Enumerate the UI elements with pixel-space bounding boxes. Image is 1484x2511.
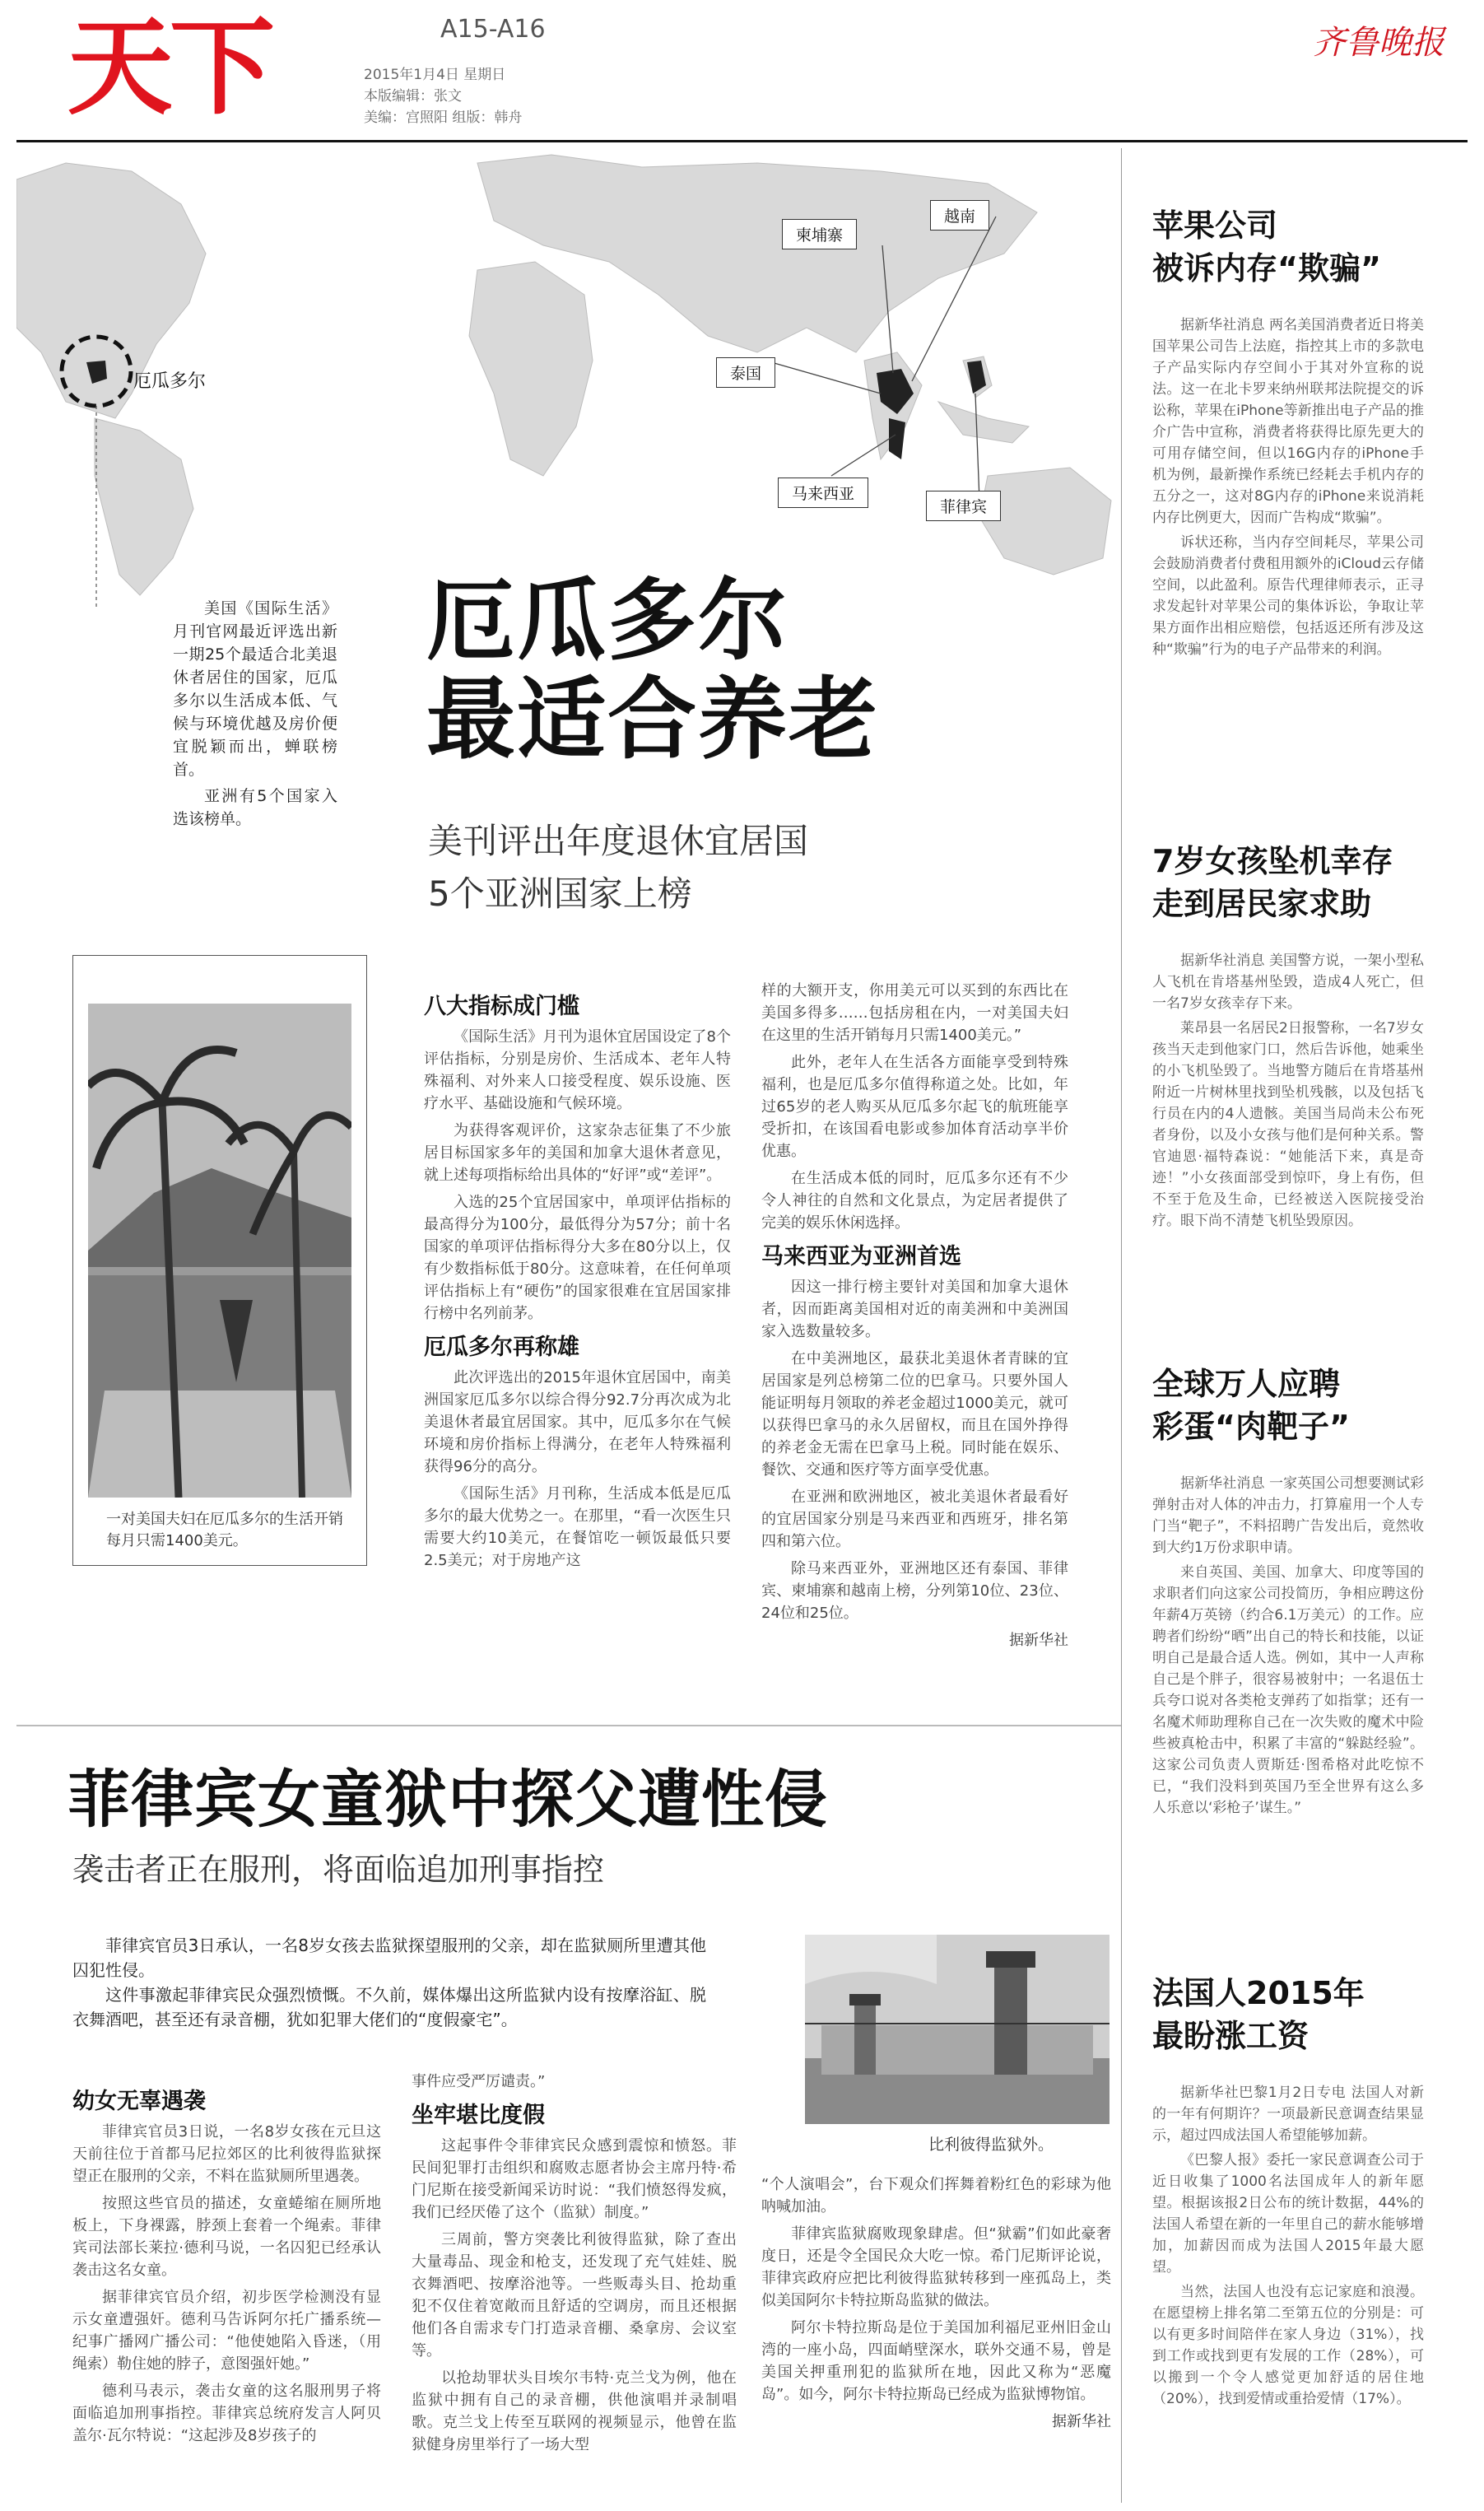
newspaper-brand: 齐鲁晚报 bbox=[1313, 24, 1444, 62]
main-subhead-line2: 5个亚洲国家上榜 bbox=[428, 873, 692, 914]
map-label-thailand: 泰国 bbox=[716, 357, 775, 388]
lead-paragraph: 这件事激起菲律宾民众强烈愤慨。不久前，媒体爆出这所监狱内设有按摩浴缸、脱衣舞酒吧，甚至还有录音棚，犹如犯罪大佬们的“度假豪宅”。 bbox=[72, 1985, 706, 2029]
map-label-philippines: 菲律宾 bbox=[926, 491, 1001, 521]
map-label-vietnam: 越南 bbox=[930, 200, 989, 231]
paragraph: 样的大额开支，你用美元可以买到的东西比在美国多得多……包括房租在内，一对美国夫妇在这里的生活开销每月只需1400美元。” bbox=[761, 982, 1068, 1044]
brief-title bbox=[1152, 840, 1424, 925]
main-subhead-line1: 美刊评出年度退休宜居国 bbox=[428, 821, 809, 861]
paragraph: 此次评选出的2015年退休宜居国中，南美洲国家厄瓜多尔以综合得分92.7分再次成为北美退休者最宜居国家。其中，厄瓜多尔在气候环境和房价指标上得满分，在老年人特殊福利获得96分的高分。 bbox=[424, 1369, 731, 1475]
subheading: 坐牢堪比度假 bbox=[412, 2103, 545, 2128]
map-label-malaysia: 马来西亚 bbox=[778, 478, 868, 508]
subheading: 幼女无辜遇袭 bbox=[72, 2089, 206, 2114]
map-label-ecuador: 厄瓜多尔 bbox=[133, 371, 207, 392]
brief-body bbox=[1152, 950, 1424, 1232]
paragraph: 阿尔卡特拉斯岛是位于美国加利福尼亚州旧金山湾的一座小岛，四面峭壁深水，联外交通不易，曾是美国关押重刑犯的监狱所在地，因此又称为“恶魔岛”。如今，阿尔卡特拉斯岛已经成为监狱博物馆。 bbox=[761, 2319, 1111, 2403]
paragraph: 据新华社消息 美国警方说，一架小型私人飞机在肯塔基州坠毁，造成4人死亡，但一名7岁女孩幸存下来。 bbox=[1152, 953, 1424, 1012]
map-label-cambodia: 柬埔寨 bbox=[782, 219, 857, 249]
paragraph: 在生活成本低的同时，厄瓜多尔还有不少令人神往的自然和文化景点，为定居者提供了完美的娱乐休闲选择。 bbox=[761, 1170, 1068, 1232]
sidebar-brief-4 bbox=[1152, 1972, 1424, 2413]
sidebar-brief-1 bbox=[1152, 204, 1424, 664]
brief-title-line: 苹果公司 bbox=[1152, 207, 1278, 244]
paragraph: 三周前，警方突袭比利彼得监狱，除了查出大量毒品、现金和枪支，还发现了充气娃娃、脱衣舞酒吧、按摩浴池等。一些贩毒头目、抢劫重犯不仅住着宽敞而且舒适的空调房，而且还根据他们各自需求专门打造录音棚、桑拿房、会议室等。 bbox=[412, 2231, 737, 2360]
prison-photo-caption: 比利彼得监狱外。 bbox=[928, 2136, 1054, 2154]
paragraph: 在中美洲地区，最获北美退休者青睐的宜居国家是列总榜第二位的巴拿马。只要外国人能证明每月领取的养老金超过1000美元，就可以获得巴拿马的永久居留权，而且在国外挣得的养老金无需在巴拿马上税。同时能在娱乐、餐饮、交通和医疗等方面享受优惠。 bbox=[761, 1350, 1068, 1479]
main-headline bbox=[426, 572, 879, 770]
paragraph: 诉状还称，当内存空间耗尽，苹果公司会鼓励消费者付费租用额外的iCloud云存储空间，以此盈利。原告代理律师表示，正寻求发起针对苹果公司的集体诉讼，争取让苹果方面作出相应赔偿，包括返还所有涉及这种“欺骗”行为的电子产品带来的利润。 bbox=[1152, 534, 1424, 658]
page-range: A15-A16 bbox=[440, 15, 546, 44]
intro-text: 美国《国际生活》月刊官网最近评选出新一期25个最适合北美退休者居住的国家，厄瓜多尔以生活成本低、气候与环境优越及房价便宜脱颖而出，蝉联榜首。 bbox=[173, 599, 337, 779]
masthead-meta bbox=[364, 64, 522, 128]
main-headline-line2: 最适合养老 bbox=[426, 669, 880, 771]
brief-title-line: 7岁女孩坠机幸存 bbox=[1152, 843, 1393, 879]
paragraph: 据新华社巴黎1月2日专电 法国人对新的一年有何期许？一项最新民意调查结果显示，超过四成法国人希望能够加薪。 bbox=[1152, 2085, 1424, 2144]
paragraph: 因这一排行榜主要针对美国和加拿大退休者，因而距离美国相对近的南美洲和中美洲国家入选数量较多。 bbox=[761, 1279, 1068, 1340]
brief-title-line: 最盼涨工资 bbox=[1152, 2018, 1310, 2054]
paragraph: 据新华社消息 一家英国公司想要测试彩弹射击对人体的冲击力，打算雇用一个人专门当“靶子”，不料招聘广告发出后，竟然收到大约1万份求职申请。 bbox=[1152, 1475, 1424, 1556]
subheading: 马来西亚为亚洲首选 bbox=[761, 1244, 961, 1269]
prison-photo bbox=[805, 1935, 1110, 2124]
paragraph: 除马来西亚外，亚洲地区还有泰国、菲律宾、柬埔寨和越南上榜，分列第10位、23位、24位和25位。 bbox=[761, 1560, 1068, 1622]
paragraph: 菲律宾官员3日说，一名8岁女孩在元旦这天前往位于首都马尼拉郊区的比利彼得监狱探望正在服刑的父亲，不料在监狱厕所里遇袭。 bbox=[72, 2123, 381, 2185]
paragraph: 这起事件令菲律宾民众感到震惊和愤怒。菲民间犯罪打击组织和腐败志愿者协会主席丹特·希门尼斯在接受新闻采访时说：“我们愤怒得发疯，我们已经厌倦了这个（监狱）制度。” bbox=[412, 2137, 737, 2221]
top-rule bbox=[16, 140, 1468, 142]
story2-subhead: 袭击者正在服刑，将面临追加刑事指控 bbox=[72, 1852, 605, 1888]
paragraph: 当然，法国人也没有忘记家庭和浪漫。在愿望榜上排名第二至第五位的分别是：可以有更多时间陪伴在家人身边（31%），找到工作或找到更有发展的工作（28%），可以搬到一个令人感觉更加舒适的居住地（20%），找到爱情或重拾爱情（17%）。 bbox=[1152, 2284, 1424, 2407]
paragraph: 菲律宾监狱腐败现象肆虐。但“狱霸”们如此豪奢度日，还是令全国民众大吃一惊。希门尼斯评论说，菲律宾政府应把比利彼得监狱转移到一座孤岛上，类似美国阿尔卡特拉斯岛监狱的做法。 bbox=[761, 2225, 1111, 2309]
world-map bbox=[16, 147, 1119, 608]
paragraph: 此外，老年人在生活各方面能享受到特殊福利，也是厄瓜多尔值得称道之处。比如，年过65岁的老人购买从厄瓜多尔起飞的航班能享受折扣，在该国看电影或参加体育活动享半价优惠。 bbox=[761, 1054, 1068, 1160]
byline: 据新华社 bbox=[1009, 1632, 1068, 1649]
brief-title-line: 法国人2015年 bbox=[1152, 1975, 1365, 2011]
photo-frame bbox=[72, 955, 367, 1566]
story2-headline: 菲律宾女童狱中探父遭性侵 bbox=[67, 1763, 828, 1836]
intro-blurb bbox=[173, 597, 337, 831]
paragraph: “个人演唱会”，台下观众们挥舞着粉红色的彩球为他呐喊加油。 bbox=[761, 2176, 1111, 2215]
paragraph: 为获得客观评价，这家杂志征集了不少旅居目标国家多年的美国和加拿大退休者意见，就上述每项指标给出具体的“好评”或“差评”。 bbox=[424, 1122, 731, 1184]
section-logo: 天下 bbox=[67, 7, 272, 129]
paragraph: 《国际生活》月刊称，生活成本低是厄瓜多尔的最大优势之一。在那里，“看一次医生只需要大约10美元，在餐馆吃一顿饭最低只要2.5美元；对于房地产这 bbox=[424, 1485, 731, 1569]
paragraph: 以抢劫罪状头目埃尔韦特·克兰戈为例，他在监狱中拥有自己的录音棚，供他演唱并录制唱歌。克兰戈上传至互联网的视频显示，他曾在监狱健身房里举行了一场大型 bbox=[412, 2369, 737, 2453]
photo-caption: 一对美国夫妇在厄瓜多尔的生活开销每月只需1400美元。 bbox=[106, 1511, 343, 1549]
brief-title bbox=[1152, 1972, 1424, 2057]
brief-title bbox=[1152, 1363, 1424, 1448]
story2-column-1 bbox=[72, 2079, 381, 2452]
editor-credit: 本版编辑：张文 bbox=[364, 88, 462, 105]
brief-title-line: 走到居民家求助 bbox=[1152, 886, 1372, 922]
main-subhead bbox=[428, 815, 808, 920]
brief-body bbox=[1152, 314, 1424, 660]
paragraph: 《国际生活》月刊为退休宜居国设定了8个评估指标，分别是房价、生活成本、老年人特殊福利、对外来人口接受程度、娱乐设施、医疗水平、基础设施和气候环境。 bbox=[424, 1028, 731, 1112]
story2-lead bbox=[72, 1933, 706, 2032]
paragraph: 《巴黎人报》委托一家民意调查公司于近日收集了1000名法国成年人的新年愿望。根据该报2日公布的统计数据，44%的法国人希望在新的一年里自己的薪水能够增加，加薪因而成为法国人2015年最大愿望。 bbox=[1152, 2152, 1424, 2276]
section-rule bbox=[16, 1725, 1121, 1726]
intro-text-asia: 亚洲有5个国家入选该榜单。 bbox=[173, 787, 337, 828]
story2-column-2 bbox=[412, 2071, 737, 2461]
main-headline-line1: 厄瓜多尔 bbox=[426, 570, 789, 673]
sidebar-brief-3 bbox=[1152, 1363, 1424, 1822]
issue-date: 2015年1月4日 星期日 bbox=[364, 67, 506, 83]
paragraph: 来自英国、美国、加拿大、印度等国的求职者们向这家公司投简历，争相应聘这份年薪4万英镑（约合6.1万美元）的工作。应聘者们纷纷“晒”出自己的特长和技能，以证明自己是最合适人选。例如，其中一人声称自己是个胖子，很容易被射中；一名退伍士兵夸口说对各类枪支弹药了如指掌；还有一名魔术师助理称自己在一次失败的魔术中险些被真枪击中，积累了丰富的“躲跶经验”。这家公司负责人贾斯廷·图希格对此吃惊不已，“我们没料到英国乃至全世界有这么多人乐意以‘彩枪子’谋生。” bbox=[1152, 1564, 1424, 1816]
brief-title-line: 全球万人应聘 bbox=[1152, 1366, 1341, 1402]
subheading: 厄瓜多尔再称雄 bbox=[424, 1335, 579, 1360]
paragraph: 在亚洲和欧洲地区，被北美退休者最看好的宜居国家分别是马来西亚和西班牙，排名第四和第六位。 bbox=[761, 1488, 1068, 1550]
main-story-column-2 bbox=[761, 980, 1068, 1651]
paragraph: 按照这些官员的描述，女童蜷缩在厕所地板上，下身裸露，脖颈上套着一个绳索。菲律宾司法部长莱拉·德利马说，一名囚犯已经承认袭击这名女童。 bbox=[72, 2195, 381, 2279]
paragraph: 莱昂县一名居民2日报警称，一名7岁女孩当天走到他家门口，然后告诉他，她乘坐的小飞机坠毁了。当地警方随后在肯塔基州附近一片树林里找到坠机残骸，以及包括飞行员在内的4人遗骸。美国当局尚未公布死者身份，以及小女孩与他们是何种关系。警官迪恩·福特森说：“她能活下来，真是奇迹！”小女孩面部受到惊吓，身上有伤，但不至于危及生命，已经被送入医院接受治疗。眼下尚不清楚飞机坠毁原因。 bbox=[1152, 1020, 1424, 1229]
story2-column-3 bbox=[761, 2173, 1111, 2433]
column-divider bbox=[1121, 148, 1122, 2503]
ecuador-photo bbox=[88, 1004, 351, 1498]
paragraph: 德利马表示，袭击女童的这名服刑男子将面临追加刑事指控。菲律宾总统府发言人阿贝盖尔·瓦尔特说：“这起涉及8岁孩子的 bbox=[72, 2383, 381, 2444]
lead-paragraph: 菲律宾官员3日承认，一名8岁女孩去监狱探望服刑的父亲，却在监狱厕所里遭其他囚犯性侵。 bbox=[72, 1936, 706, 1980]
paragraph: 事件应受严厉谴责。” bbox=[412, 2073, 546, 2090]
byline: 据新华社 bbox=[1052, 2413, 1111, 2430]
brief-title-line: 被诉内存“欺骗” bbox=[1152, 250, 1381, 287]
brief-title bbox=[1152, 204, 1424, 290]
paragraph: 入选的25个宜居国家中，单项评估指标的最高得分为100分，最低得分为57分；前十名国家的单项评估指标得分大多在80分以上，仅有少数指标低于80分。这意味着，在任何单项评估指标上有“硬伤”的国家很难在宜居国家排行榜中名列前茅。 bbox=[424, 1194, 731, 1322]
brief-title-line: 彩蛋“肉靶子” bbox=[1152, 1409, 1350, 1445]
subheading: 八大指标成门槛 bbox=[424, 994, 579, 1019]
prison-photo-frame bbox=[805, 1935, 1110, 2157]
paragraph: 据新华社消息 两名美国消费者近日将美国苹果公司告上法庭，指控其上市的多款电子产品实际内存空间小于其对外宣称的说法。这一在北卡罗来纳州联邦法院提交的诉讼称，苹果在iPhone等新推出电子产品的推介广告中宣称，消费者将获得比原先更大的可用存储空间，但以16G内存的iPhone手机为例，最新操作系统已经耗去手机内存的五分之一，这对8G内存的iPhone来说消耗内存比例更大，因而广告构成“欺骗”。 bbox=[1152, 317, 1424, 526]
main-story-column-1 bbox=[424, 984, 731, 1577]
brief-body bbox=[1152, 2082, 1424, 2410]
sidebar-brief-2 bbox=[1152, 840, 1424, 1235]
brief-body bbox=[1152, 1473, 1424, 1819]
paragraph: 据菲律宾官员介绍，初步医学检测没有显示女童遭强奸。德利马告诉阿尔托广播系统—纪事广播网广播公司：“他使她陷入昏迷，（用绳索）勒住她的脖子，意图强奸她。” bbox=[72, 2289, 381, 2373]
staff-credit: 美编：宫照阳 组版：韩舟 bbox=[364, 109, 523, 126]
